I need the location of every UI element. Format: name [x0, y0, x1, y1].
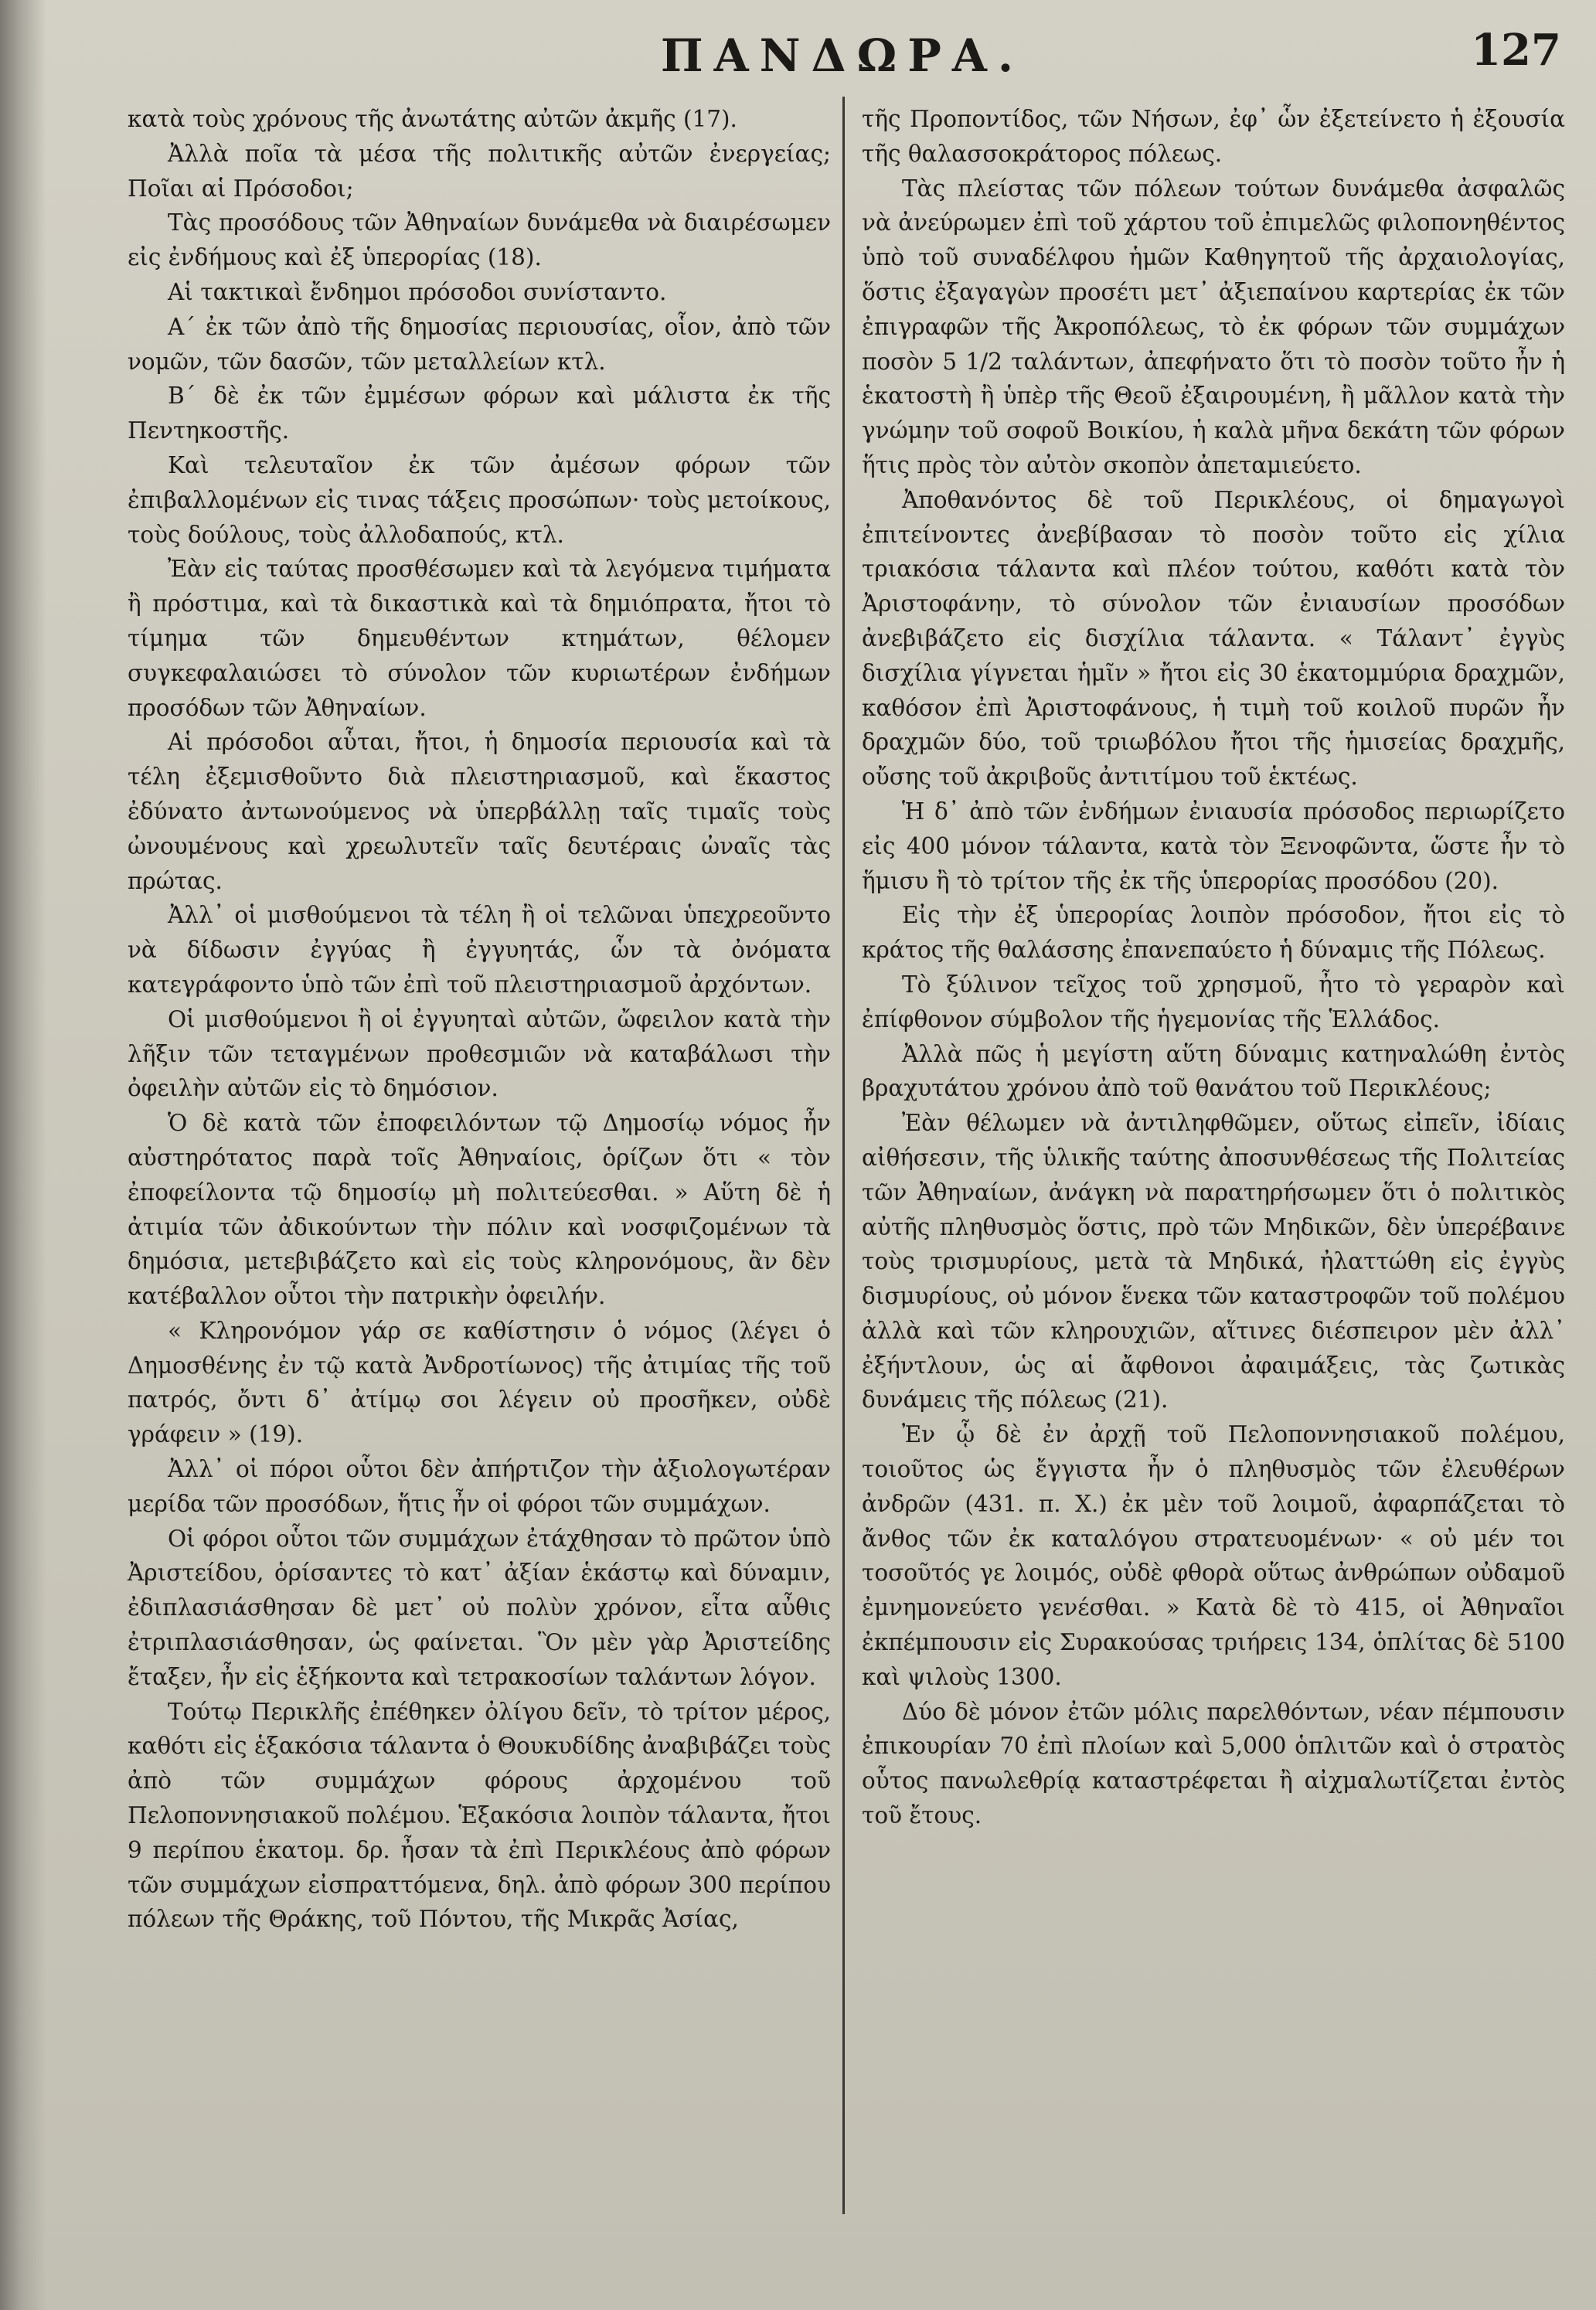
- paragraph: Ἀλλ᾽ οἱ πόροι οὗτοι δὲν ἀπήρτιζον τὴν ἀξιολογωτέραν μερίδα τῶν προσόδων, ἥτις ἦν οἱ φόροι τῶν συμμάχων.: [128, 1456, 831, 1517]
- paragraph: Ἀλλὰ πῶς ἡ μεγίστη αὕτη δύναμις κατηναλώθη ἐντὸς βραχυτάτου χρόνου ἀπὸ τοῦ θανάτου τοῦ Περικλέους;: [862, 1040, 1565, 1102]
- paragraph: Ἡ δ᾽ ἀπὸ τῶν ἐνδήμων ἐνιαυσία πρόσοδος περιωρίζετο εἰς 400 μόνον τάλαντα, κατὰ τὸν Ξενοφῶντα, ὥστε ἦν τὸ ἥμισυ ἢ τὸ τρίτον τῆς ἐκ τῆς ὑπερορίας προσόδου (20).: [862, 798, 1565, 894]
- paragraph: Ἐὰν θέλωμεν νὰ ἀντιληφθῶμεν, οὕτως εἰπεῖν, ἰδίαις αἰθήσεσιν, τῆς ὑλικῆς ταύτης ἀποσυνθέσεως τῆς Πολιτείας τῶν Ἀθηναίων, ἀνάγκη νὰ παρατηρήσωμεν ὅτι ὁ πολιτικὸς αὐτῆς πληθυσμὸς ὅστις, πρὸ τῶν Μηδικῶν, δὲν ὑπερέβαινε τοὺς τρισμυρίους, μετὰ τὰ Μηδικά, ἠλαττώθη εἰς ἐγγὺς δισμυρίους, οὐ μόνον ἕνεκα τῶν καταστροφῶν τοῦ πολέμου ἀλλὰ καὶ τῶν κληρουχιῶν, αἵτινες διέσπειρον μὲν ἀλλ᾽ ἐξήντλουν, ὡς αἱ ἄφθονοι ἀφαιμάξεις, τὰς ζωτικὰς δυνάμεις τῆς πόλεως (21).: [862, 1110, 1565, 1414]
- paragraph: Ἀλλὰ ποῖα τὰ μέσα τῆς πολιτικῆς αὐτῶν ἐνεργείας; Ποῖαι αἱ Πρόσοδοι;: [128, 140, 831, 202]
- paragraph: Ὁ δὲ κατὰ τῶν ἐποφειλόντων τῷ Δημοσίῳ νόμος ἦν αὐστηρότατος παρὰ τοῖς Ἀθηναίοις, ὁρίζων ὅτι « τὸν ἐποφείλοντα τῷ δημοσίῳ μὴ πολιτεύεσθαι. » Αὕτη δὲ ἡ ἀτιμία τῶν ἀδικούντων τὴν πόλιν καὶ νοσφιζομένων τὰ δημόσια, μετεβιβάζετο καὶ εἰς τοὺς κληρονόμους, ἂν δὲν κατέβαλλον οὗτοι τὴν πατρικὴν ὀφειλήν.: [128, 1110, 831, 1310]
- paragraph: τῆς Προποντίδος, τῶν Νήσων, ἐφ᾽ ὧν ἐξετείνετο ἡ ἐξουσία τῆς θαλασσοκράτορος πόλεως.: [862, 106, 1565, 167]
- page-header: [124, 25, 1561, 91]
- paragraph: « Κληρονόμον γάρ σε καθίστησιν ὁ νόμος (λέγει ὁ Δημοσθένης ἐν τῷ κατὰ Ἀνδροτίωνος) τῆς ἀτιμίας τῆς τοῦ πατρός, ὄντι δ᾽ ἀτίμῳ σοι λέγειν οὐ προσῆκεν, οὐδὲ γράφειν » (19).: [128, 1317, 831, 1448]
- paragraph: Ἐὰν εἰς ταύτας προσθέσωμεν καὶ τὰ λεγόμενα τιμήματα ἢ πρόστιμα, καὶ τὰ δικαστικὰ καὶ τὰ δημιόπρατα, ἤτοι τὸ τίμημα τῶν δημευθέντων κτημάτων, θέλομεν συγκεφαλαιώσει τὸ σύνολον τῶν κυριωτέρων ἐνδήμων προσόδων τῶν Ἀθηναίων.: [128, 556, 831, 721]
- paragraph: Οἱ μισθούμενοι ἢ οἱ ἐγγυηταὶ αὐτῶν, ὤφειλον κατὰ τὴν λῆξιν τῶν τεταγμένων προθεσμιῶν νὰ καταβάλωσι τὴν ὀφειλὴν αὐτῶν εἰς τὸ δημόσιον.: [128, 1005, 831, 1102]
- paragraph: Αἱ τακτικαὶ ἔνδημοι πρόσοδοι συνίσταντο.: [168, 278, 667, 305]
- running-title: ΠΑΝΔΩΡΑ.: [660, 29, 1025, 82]
- paragraph: Ἐν ᾧ δὲ ἐν ἀρχῇ τοῦ Πελοποννησιακοῦ πολέμου, τοιοῦτος ὡς ἔγγιστα ἦν ὁ πληθυσμὸς τῶν ἐλευθέρων ἀνδρῶν (431. π. Χ.) ἐκ μὲν τοῦ λοιμοῦ, ἀφαρπάζεται τὸ ἄνθος τῶν ἐκ καταλόγου στρατευομένων· « οὐ μέν τοι τοσοῦτός γε λοιμός, οὐδὲ φθορὰ οὕτως ἀνθρώπων οὐδαμοῦ ἐμνημονεύετο γενέσθαι. » Κατὰ δὲ τὸ 415, οἱ Ἀθηναῖοι ἐκπέμπουσιν εἰς Συρακούσας τριήρεις 134, ὁπλίτας δὲ 5100 καὶ ψιλοὺς 1300.: [862, 1421, 1565, 1690]
- paragraph: Τούτῳ Περικλῆς ἐπέθηκεν ὀλίγου δεῖν, τὸ τρίτον μέρος, καθότι εἰς ἑξακόσια τάλαντα ὁ Θουκυδίδης ἀναβιβάζει τοὺς ἀπὸ τῶν συμμάχων φόρους ἀρχομένου τοῦ Πελοποννησιακοῦ πολέμου. Ἑξακόσια λοιπὸν τάλαντα, ἤτοι 9 περίπου ἑκατομ. δρ. ἦσαν τὰ ἐπὶ Περικλέους ἀπὸ φόρων τῶν συμμάχων εἰσπραττόμενα, δηλ. ἀπὸ φόρων 300 περίπου πόλεων τῆς Θράκης, τοῦ Πόντου, τῆς Μικρᾶς Ἀσίας,: [128, 1698, 831, 1933]
- column-divider: [842, 97, 845, 2214]
- paragraph: Αἱ πρόσοδοι αὗται, ἤτοι, ἡ δημοσία περιουσία καὶ τὰ τέλη ἐξεμισθοῦντο διὰ πλειστηριασμοῦ, καὶ ἕκαστος ἐδύνατο ἀντωνούμενος νὰ ὑπερβάλλῃ ταῖς τιμαῖς τοὺς ὠνουμένους καὶ χρεωλυτεῖν ταῖς δευτέραις ὠναῖς τὰς πρώτας.: [128, 729, 831, 894]
- paragraph: Εἰς τὴν ἐξ ὑπερορίας λοιπὸν πρόσοδον, ἤτοι εἰς τὸ κράτος τῆς θαλάσσης ἐπανεπαύετο ἡ δύναμις τῆς Πόλεως.: [862, 902, 1565, 964]
- binding-shadow: [0, 0, 46, 2310]
- right-column: [862, 102, 1565, 1833]
- paragraph: Α΄ ἐκ τῶν ἀπὸ τῆς δημοσίας περιουσίας, οἷον, ἀπὸ τῶν νομῶν, τῶν δασῶν, τῶν μεταλλείων κτλ.: [128, 313, 831, 375]
- paragraph: Ἀλλ᾽ οἱ μισθούμενοι τὰ τέλη ἢ οἱ τελῶναι ὑπεχρεοῦντο νὰ δίδωσιν ἐγγύας ἢ ἐγγυητάς, ὧν τὰ ὀνόματα κατεγράφοντο ὑπὸ τῶν ἐπὶ τοῦ πλειστηριασμοῦ ἀρχόντων.: [128, 902, 831, 998]
- page-number: 127: [1471, 25, 1561, 76]
- paragraph: Ἀποθανόντος δὲ τοῦ Περικλέους, οἱ δημαγωγοὶ ἐπιτείνοντες ἀνεβίβασαν τὸ ποσὸν τοῦτο εἰς χίλια τριακόσια τάλαντα καὶ πλέον τούτου, καθότι κατὰ τὸν Ἀριστοφάνην, τὸ σύνολον τῶν ἐνιαυσίων προσόδων ἀνεβιβάζετο εἰς δισχίλια τάλαντα. « Τάλαντ᾽ ἐγγὺς δισχίλια γίγνεται ἡμῖν » ἤτοι εἰς 30 ἑκατομμύρια δραχμῶν, καθόσον ἐπὶ Ἀριστοφάνους, ἡ τιμὴ τοῦ κοιλοῦ πυρῶν ἦν δραχμῶν δύο, τοῦ τριωβόλου ἤτοι τῆς ἡμισείας δραχμῆς, οὔσης τοῦ ἀκριβοῦς ἀντιτίμου τοῦ ἑκτέως.: [862, 486, 1565, 791]
- paragraph: Τὰς προσόδους τῶν Ἀθηναίων δυνάμεθα νὰ διαιρέσωμεν εἰς ἐνδήμους καὶ ἐξ ὑπερορίας (18).: [128, 209, 831, 271]
- paragraph: Οἱ φόροι οὗτοι τῶν συμμάχων ἐτάχθησαν τὸ πρῶτον ὑπὸ Ἀριστείδου, ὁρίσαντες τὸ κατ᾽ ἀξίαν ἑκάστῳ καὶ δύναμιν, ἐδιπλασιάσθησαν δὲ μετ᾽ οὐ πολὺν χρόνον, εἶτα αὖθις ἐτριπλασιάσθησαν, ὡς φαίνεται. Ὃν μὲν γὰρ Ἀριστείδης ἔταξεν, ἦν εἰς ἑξήκοντα καὶ τετρακοσίων ταλάντων λόγον.: [128, 1525, 831, 1690]
- paragraph: Καὶ τελευταῖον ἐκ τῶν ἀμέσων φόρων τῶν ἐπιβαλλομένων εἰς τινας τάξεις προσώπων· τοὺς μετοίκους, τοὺς δούλους, τοὺς ἀλλοδαπούς, κτλ.: [128, 451, 831, 548]
- paragraph: Τὰς πλείστας τῶν πόλεων τούτων δυνάμεθα ἀσφαλῶς νὰ ἀνεύρωμεν ἐπὶ τοῦ χάρτου τοῦ ἐπιμελῶς φιλοπονηθέντος ὑπὸ τοῦ συναδέλφου ἡμῶν Καθηγητοῦ τῆς ἀρχαιολογίας, ὅστις ἐξαγαγὼν προσέτι μετ᾽ ἀξιεπαίνου καρτερίας ἐκ τῶν ἐπιγραφῶν τῆς Ἀκροπόλεως, τὸ ἐκ φόρων τῶν συμμάχων ποσὸν 5 1/2 ταλάντων, ἀπεφήνατο ὅτι τὸ ποσὸν τοῦτο ἦν ἡ ἑκατοστὴ ἢ ὑπὲρ τῆς Θεοῦ ἐξαιρουμένη, ἢ μᾶλλον κατὰ τὴν γνώμην τοῦ σοφοῦ Βοικίου, ἡ καλὰ μῆνα δεκάτη τῶν φόρων ἥτις πρὸς τὸν αὐτὸν σκοπὸν ἀπεταμιεύετο.: [862, 175, 1565, 478]
- left-column: [128, 102, 831, 1937]
- paragraph: Δύο δὲ μόνον ἐτῶν μόλις παρελθόντων, νέαν πέμπουσιν ἐπικουρίαν 70 ἐπὶ πλοίων καὶ 5,000 ὁπλιτῶν καὶ ὁ στρατὸς οὗτος πανωλεθρίᾳ καταστρέφεται ἢ αἰχμαλωτίζεται ἐντὸς τοῦ ἔτους.: [862, 1698, 1565, 1829]
- paragraph: Β΄ δὲ ἐκ τῶν ἐμμέσων φόρων καὶ μάλιστα ἐκ τῆς Πεντηκοστῆς.: [128, 383, 831, 444]
- paragraph: κατὰ τοὺς χρόνους τῆς ἀνωτάτης αὐτῶν ἀκμῆς (17).: [128, 106, 737, 132]
- paragraph: Τὸ ξύλινον τεῖχος τοῦ χρησμοῦ, ἦτο τὸ γεραρὸν καὶ ἐπίφθονον σύμβολον τῆς ἡγεμονίας τῆς Ἑλλάδος.: [862, 971, 1565, 1033]
